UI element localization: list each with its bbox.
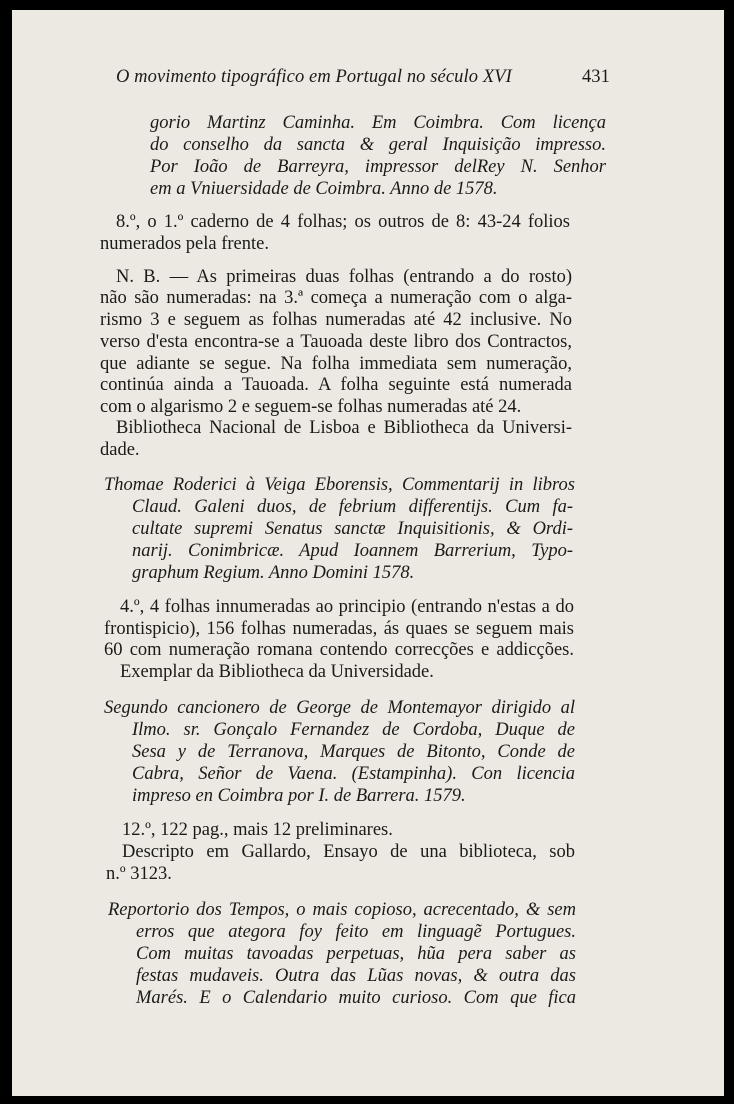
entry-4-title-line: Marés. E o Calendario muito curioso. Com que fica [136,988,576,1008]
entry-2-collation-line: Exemplar da Bibliotheca da Universidade. [120,662,434,682]
entry-1-note-line: Bibliotheca Nacional de Lisboa e Bibliotheca da Universi- [116,418,572,438]
entry-3-collation-line: Descripto em Gallardo, Ensayo de una biblioteca, sob [122,842,575,862]
entry-2-collation-line: frontispicio), 156 folhas numeradas, ás quaes se seguem mais [104,619,574,639]
entry-1-title-line: do conselho da sancta & geral Inquisição impresso. [150,135,606,155]
running-header [116,67,610,88]
entry-3-title-line: Segundo cancionero de George de Montemayor dirigido al [104,698,575,718]
entry-1-note-line: dade. [100,440,140,460]
entry-1-title-line: em a Vniuersidade de Coimbra. Anno de 1578. [150,179,498,199]
entry-4-title-line: Com muitas tavoadas perpetuas, hũa pera saber as [136,944,576,964]
entry-1-title-line: Por Ioão de Barreyra, impressor delRey N. Senhor [150,157,606,177]
entry-1-note-line: rismo 3 e seguem as folhas numeradas até 42 inclusive. No [100,310,572,330]
entry-1-note-line: N. B. — As primeiras duas folhas (entrando a do rosto) [116,267,572,287]
running-title: O movimento tipográfico em Portugal no século XVI [116,67,512,87]
entry-2-title-line: graphum Regium. Anno Domini 1578. [132,563,415,583]
entry-2-collation-line: 60 com numeração romana contendo correcções e addicções. [104,640,574,660]
entry-2-title-line: Thomae Roderici à Veiga Eborensis, Commentarij in libros [104,475,575,495]
entry-3-title-line: impreso en Coimbra por I. de Barrera. 1579. [132,786,466,806]
entry-1-collation-line: 8.º, o 1.º caderno de 4 folhas; os outros de 8: 43-24 folios [116,212,570,232]
entry-1-note-line: continúa ainda a Tauoada. A folha seguinte está numerada [100,375,572,395]
page-number: 431 [581,67,610,87]
entry-4-title-line: Reportorio dos Tempos, o mais copioso, acrecentado, & sem [108,900,576,920]
entry-2-title-line: Claud. Galeni duos, de febrium differentijs. Cum fa- [132,497,573,517]
entry-4-title-line: erros que ategora foy feito em linguagẽ Portugues. [136,922,576,942]
entry-1-note-line: que adiante se segue. Na folha immediata sem numeração, [100,354,572,374]
book-page [12,10,724,1096]
entry-1-collation-line: numerados pela frente. [100,234,269,254]
entry-4-title-line: festas mudaveis. Outra das Lũas novas, & outra das [136,966,576,986]
entry-1-note-line: verso d'esta encontra-se a Tauoada deste libro dos Contractos, [100,332,572,352]
entry-3-collation-line: 12.º, 122 pag., mais 12 preliminares. [122,820,393,840]
entry-2-title-line: narij. Conimbricæ. Apud Ioannem Barrerium, Typo- [132,541,573,561]
entry-3-collation-line: n.º 3123. [106,864,172,884]
entry-1-note-line: com o algarismo 2 e seguem-se folhas numeradas até 24. [100,397,522,417]
entry-1-note-line: não são numeradas: na 3.ª começa a numeração com o alga- [100,288,572,308]
entry-3-title-line: Ilmo. sr. Gonçalo Fernandez de Cordoba, Duque de [132,720,575,740]
entry-2-collation-line: 4.º, 4 folhas innumeradas ao principio (entrando n'estas a do [120,597,574,617]
entry-3-title-line: Cabra, Señor de Vaena. (Estampinha). Con licencia [132,764,575,784]
entry-1-title-line: gorio Martinz Caminha. Em Coimbra. Com licença [150,113,606,133]
entry-2-title-line: cultate supremi Senatus sanctæ Inquisitionis, & Ordi- [132,519,573,539]
entry-3-title-line: Sesa y de Terranova, Marques de Bitonto, Conde de [132,742,575,762]
